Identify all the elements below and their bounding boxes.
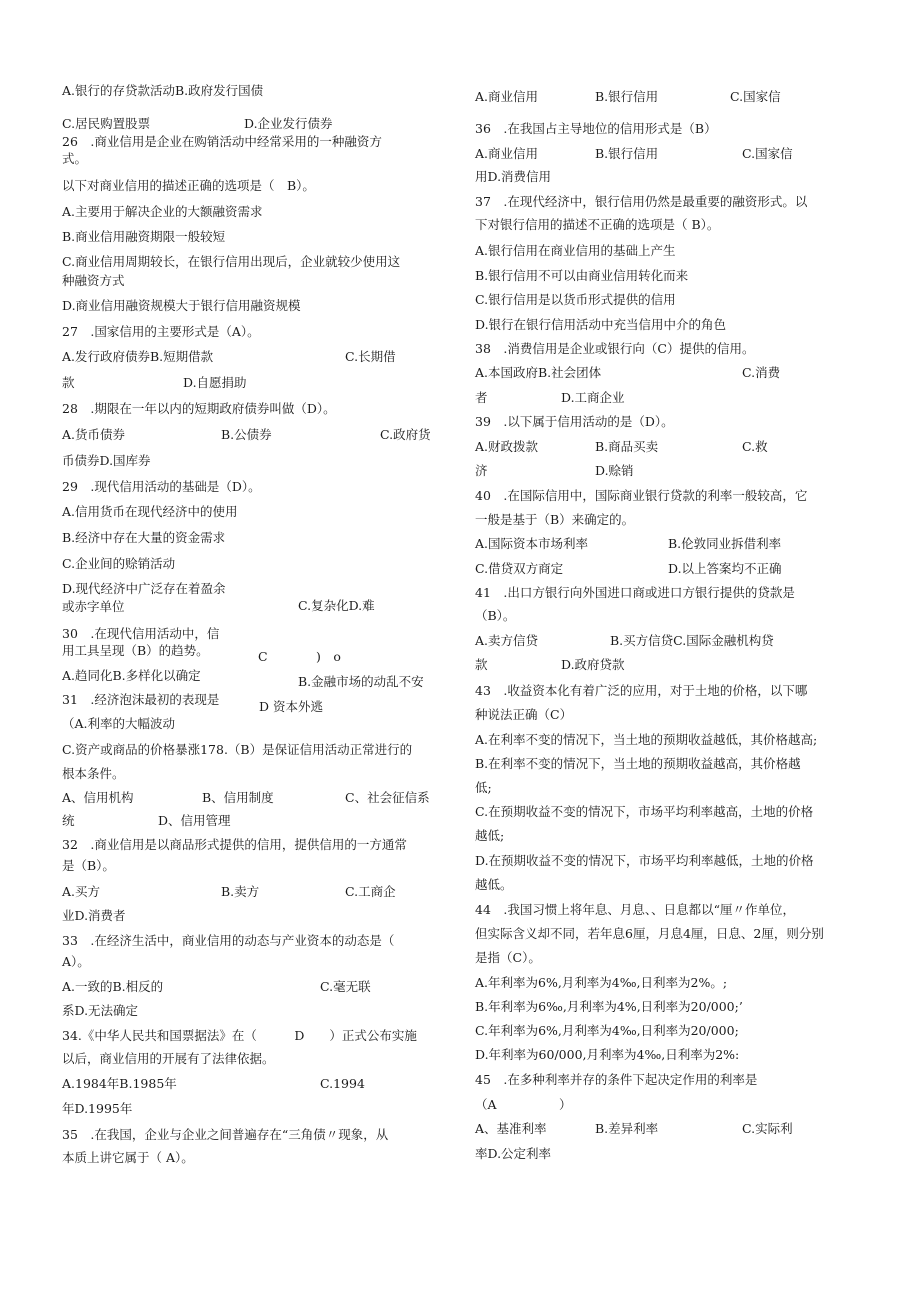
text-line: 式。 <box>62 151 88 166</box>
text-line: A、信用机构 <box>62 790 134 805</box>
text-line: C.商业信用周期较长，在银行信用出现后，企业就较少使用这 <box>62 254 401 269</box>
text-line: C.救 <box>742 439 768 454</box>
text-line: C.银行信用是以货币形式提供的信用 <box>475 292 676 307</box>
text-line: A.商业信用 <box>475 89 539 104</box>
text-line: C.资产或商品的价格暴涨178.（B）是保证信用活动正常进行的 <box>62 742 413 757</box>
text-line: 用工具呈现（B）的趋势。 <box>62 643 209 658</box>
text-line: C.国家信 <box>742 146 793 161</box>
text-line: A.趋同化B.多样化以确定 <box>62 668 201 683</box>
text-line: 以下对商业信用的描述正确的选项是（ B）。 <box>62 178 315 193</box>
text-line: 41 .出口方银行向外国进口商或进口方银行提供的贷款是 <box>475 585 795 600</box>
text-line: 34.《中华人民共和国票据法》在（ D ）正式公布实施 <box>62 1028 417 1043</box>
text-line: D.政府贷款 <box>561 657 625 672</box>
text-line: B.银行信用 <box>595 146 659 161</box>
text-line: （B）。 <box>475 608 516 623</box>
text-line: A.财政拨款 <box>475 439 539 454</box>
text-line: D.在预期收益不变的情况下，市场平均利率越低，土地的价格 <box>475 853 814 868</box>
text-line: D.商业信用融资规模大于银行信用融资规模 <box>62 298 301 313</box>
text-line: D.企业发行债券 <box>244 116 333 131</box>
text-line: B.商业信用融资期限一般较短 <box>62 229 226 244</box>
text-line: 33 .在经济生活中，商业信用的动态与产业资本的动态是（ <box>62 933 395 948</box>
text-line: A.年利率为6%,月利率为4‰,日利率为2%。; <box>475 975 728 990</box>
text-line: D、信用管理 <box>158 813 231 828</box>
text-line: C.企业间的赊销活动 <box>62 556 176 571</box>
text-line: B.伦敦同业拆借利率 <box>668 536 782 551</box>
text-line: B.银行信用 <box>595 89 659 104</box>
text-line: D.以上答案均不正确 <box>668 561 782 576</box>
text-line: C.政府货 <box>380 427 431 442</box>
text-line: 45 .在多种利率并存的条件下起决定作用的利率是 <box>475 1072 758 1087</box>
text-line: 年D.1995年 <box>62 1101 133 1116</box>
text-line: 35 .在我国，企业与企业之间普遍存在“三角债〃现象，从 <box>62 1127 389 1142</box>
text-line: A.货币债券 <box>62 427 126 442</box>
text-line: C、社会征信系 <box>345 790 430 805</box>
text-line: 或赤字单位 <box>62 599 125 614</box>
text-line: C.国家信 <box>730 89 781 104</box>
text-line: D.年利率为60/000,月利率为4‰,日利率为2%: <box>475 1047 740 1062</box>
text-line: D.赊销 <box>595 463 634 478</box>
text-line: C <box>258 649 268 664</box>
text-line: 币债券D.国库券 <box>62 453 151 468</box>
text-line: D.现代经济中广泛存在着盈余 <box>62 581 226 596</box>
text-line: A、基准利率 <box>475 1121 547 1136</box>
text-line: A.卖方信贷 <box>475 633 539 648</box>
text-line: B、信用制度 <box>202 790 274 805</box>
text-line: 29 .现代信用活动的基础是（D）。 <box>62 479 261 494</box>
text-line: A.主要用于解决企业的大额融资需求 <box>62 204 263 219</box>
text-line: B.年利率为6‰,月利率为4%,日利率为20/000;’ <box>475 999 743 1014</box>
text-line: C.实际利 <box>742 1121 793 1136</box>
text-line: 越低。 <box>475 877 513 892</box>
text-line: B.商品买卖 <box>595 439 659 454</box>
text-line: 28 .期限在一年以内的短期政府债券叫做（D）。 <box>62 401 336 416</box>
text-line: 26 .商业信用是企业在购销活动中经常采用的一种融资方 <box>62 134 382 149</box>
text-line: 40 .在国际信用中，国际商业银行贷款的利率一般较高，它 <box>475 488 808 503</box>
text-line: A）。 <box>62 954 90 969</box>
text-line: A.银行信用在商业信用的基础上产生 <box>475 243 676 258</box>
text-line: 以后，商业信用的开展有了法律依据。 <box>62 1051 275 1066</box>
text-line: B.金融市场的动乱不安 <box>298 674 424 689</box>
text-line: 下对银行信用的描述不正确的选项是（ B）。 <box>475 217 720 232</box>
text-line: 统 <box>62 813 75 828</box>
text-line: 低; <box>475 780 492 795</box>
text-line: 31 .经济泡沫最初的表现是 <box>62 692 220 707</box>
text-line: C.复杂化D.难 <box>298 598 375 613</box>
text-line: C.工商企 <box>345 884 396 899</box>
text-line: A.国际资本市场利率 <box>475 536 589 551</box>
text-line: 一般是基于（B）来确定的。 <box>475 512 635 527</box>
text-line: 率D.公定利率 <box>475 1146 552 1161</box>
text-line: 济 <box>475 463 488 478</box>
text-line: D.银行在银行信用活动中充当信用中介的角色 <box>475 317 727 332</box>
text-line: C.1994 <box>320 1076 365 1091</box>
text-line: C.年利率为6%,月利率为4‰,日利率为20/000; <box>475 1023 739 1038</box>
text-line: C.在预期收益不变的情况下，市场平均利率越高，土地的价格 <box>475 804 814 819</box>
text-line: 27 .国家信用的主要形式是（A）。 <box>62 324 260 339</box>
text-line: A.商业信用 <box>475 146 539 161</box>
text-line: A.1984年B.1985年 <box>62 1076 177 1091</box>
text-line: D.工商企业 <box>561 390 625 405</box>
text-line: 是（B）。 <box>62 858 115 873</box>
text-line: 种说法正确（C） <box>475 707 573 722</box>
text-line: 款 <box>475 657 488 672</box>
text-line: 款 <box>62 375 75 390</box>
text-line: B.买方信贷C.国际金融机构贷 <box>610 633 774 648</box>
text-line: 越低; <box>475 828 505 843</box>
text-line: B.在利率不变的情况下，当土地的预期收益越高，其价格越 <box>475 756 801 771</box>
text-line: B.公债券 <box>221 427 272 442</box>
text-line: C.居民购置股票 <box>62 116 151 131</box>
text-line: 39 .以下属于信用活动的是（D）。 <box>475 414 674 429</box>
text-line: C.消费 <box>742 365 781 380</box>
text-line: D.自愿捐助 <box>183 375 247 390</box>
text-line: 43 .收益资本化有着广泛的应用，对于土地的价格，以下哪 <box>475 683 808 698</box>
text-line: B.差异利率 <box>595 1121 659 1136</box>
text-line: A.本国政府B.社会团体 <box>475 365 602 380</box>
text-line: 本质上讲它属于（ A）。 <box>62 1150 194 1165</box>
text-line: D 资本外逃 <box>259 699 323 714</box>
text-line: ) o <box>316 649 341 664</box>
text-line: 38 .消费信用是企业或银行向（C）提供的信用。 <box>475 341 755 356</box>
text-line: B.经济中存在大量的资金需求 <box>62 530 226 545</box>
text-line: （A.利率的大幅波动 <box>62 716 176 731</box>
text-line: （A ） <box>475 1097 572 1112</box>
text-line: 但实际含义却不同，若年息6厘，月息4厘，日息、2厘，则分别 <box>475 926 824 941</box>
text-line: A.信用货币在现代经济中的使用 <box>62 504 238 519</box>
text-line: 36 .在我国占主导地位的信用形式是（B） <box>475 121 717 136</box>
text-line: 30 .在现代信用活动中，信 <box>62 626 220 641</box>
text-line: 系D.无法确定 <box>62 1003 139 1018</box>
text-line: 根本条件。 <box>62 766 125 781</box>
text-line: A.买方 <box>62 884 101 899</box>
text-line: 是指（C）。 <box>475 950 541 965</box>
text-line: 种融资方式 <box>62 273 125 288</box>
text-line: 32 .商业信用是以商品形式提供的信用，提供信用的一方通常 <box>62 837 407 852</box>
text-line: 业D.消费者 <box>62 908 126 923</box>
text-line: B.银行信用不可以由商业信用转化而来 <box>475 268 689 283</box>
text-line: 37 .在现代经济中，银行信用仍然是最重要的融资形式。以 <box>475 194 808 209</box>
text-line: A.在利率不变的情况下，当土地的预期收益越低，其价格越高; <box>475 732 818 747</box>
text-line: A.银行的存贷款活动B.政府发行国债 <box>62 83 264 98</box>
text-line: A.发行政府债券B.短期借款 <box>62 349 214 364</box>
text-line: C.借贷双方商定 <box>475 561 564 576</box>
text-line: C.毫无联 <box>320 979 371 994</box>
text-line: 用D.消费信用 <box>475 169 552 184</box>
text-line: 44 .我国习惯上将年息、月息、、日息都以“厘〃作单位， <box>475 902 796 917</box>
text-line: C.长期借 <box>345 349 396 364</box>
text-line: 者 <box>475 390 488 405</box>
text-line: B.卖方 <box>221 884 260 899</box>
text-line: A.一致的B.相反的 <box>62 979 164 994</box>
